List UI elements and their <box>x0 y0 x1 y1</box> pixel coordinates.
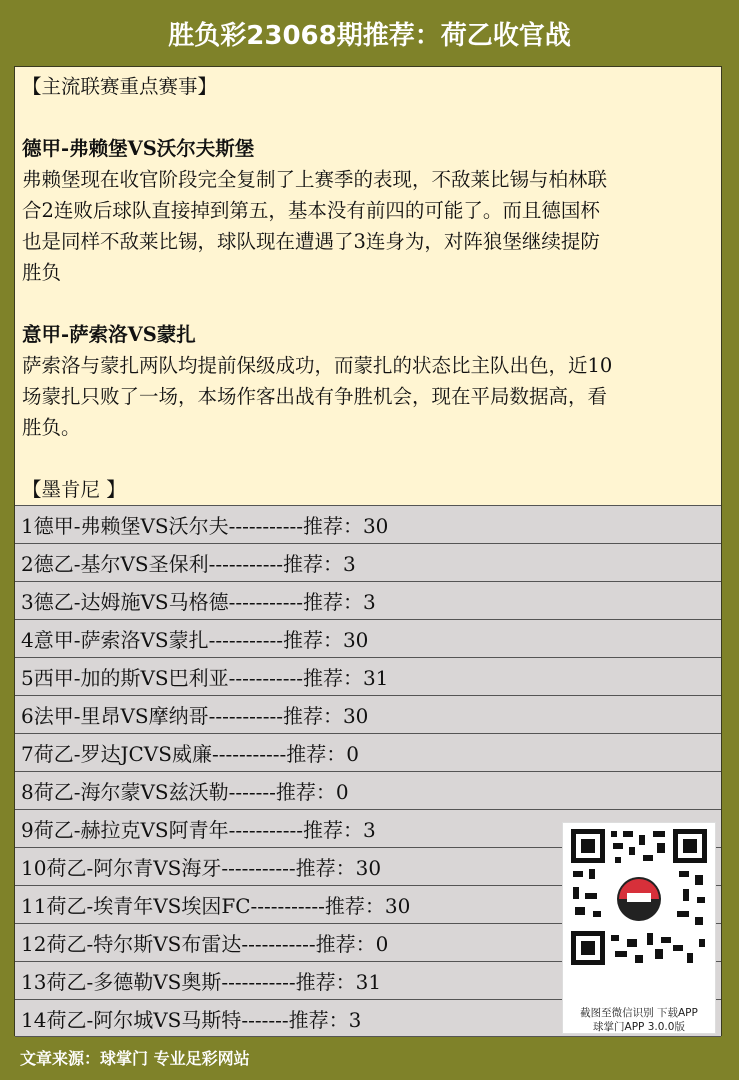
pick-row: 4意甲-萨索洛VS蒙扎-----------推荐：30 <box>15 619 721 657</box>
section-heading: 【主流联赛重点赛事】 <box>22 75 218 98</box>
pick-row: 11荷乙-埃青年VS埃因FC-----------推荐：30 <box>15 885 721 923</box>
pick-row: 14荷乙-阿尔城VS马斯特-------推荐：3 <box>15 999 721 1037</box>
pick-row: 6法甲-里昂VS摩纳哥-----------推荐：30 <box>15 695 721 733</box>
article-line: 胜负。 <box>22 416 81 439</box>
pick-row: 13荷乙-多德勒VS奥斯-----------推荐：31 <box>15 961 721 999</box>
pick-row: 10荷乙-阿尔青VS海牙-----------推荐：30 <box>15 847 721 885</box>
pick-row: 5西甲-加的斯VS巴利亚-----------推荐：31 <box>15 657 721 695</box>
article-line: 萨索洛与蒙扎两队均提前保级成功，而蒙扎的状态比主队出色，近10 <box>22 354 613 377</box>
pick-row: 3德乙-达姆施VS马格德-----------推荐：3 <box>15 581 721 619</box>
qr-caption: 截图至微信识别 下载APP <box>580 1007 698 1019</box>
source-footer: 文章来源：球掌门 专业足彩网站 <box>20 1049 250 1068</box>
qr-app-version: 球掌门APP 3.0.0版 <box>593 1021 685 1033</box>
qr-code-icon <box>569 827 709 967</box>
pick-row: 7荷乙-罗达JCVS威廉-----------推荐：0 <box>15 733 721 771</box>
article <box>15 67 721 505</box>
match-heading: 德甲-弗赖堡VS沃尔夫斯堡 <box>22 137 255 160</box>
expert-heading: 【墨肯尼 】 <box>22 478 126 501</box>
pick-row: 2德乙-基尔VS圣保利-----------推荐：3 <box>15 543 721 581</box>
article-line: 弗赖堡现在收官阶段完全复制了上赛季的表现，不敌莱比锡与柏林联 <box>22 168 608 191</box>
qr-code-card[interactable] <box>562 822 716 1034</box>
page-title: 胜负彩23068期推荐：荷乙收官战 <box>168 20 571 51</box>
article-line: 场蒙扎只败了一场，本场作客出战有争胜机会，现在平局数据高，看 <box>22 385 608 408</box>
article-line: 合2连败后球队直接掉到第五，基本没有前四的可能了。而且德国杯 <box>22 199 600 222</box>
pick-row: 8荷乙-海尔蒙VS兹沃勒-------推荐：0 <box>15 771 721 809</box>
article-line: 胜负 <box>22 261 62 284</box>
match-heading: 意甲-萨索洛VS蒙扎 <box>22 323 196 346</box>
pick-row: 1德甲-弗赖堡VS沃尔夫-----------推荐：30 <box>15 505 721 543</box>
pick-row: 9荷乙-赫拉克VS阿青年-----------推荐：3 <box>15 809 721 847</box>
article-line: 也是同样不敌莱比锡，球队现在遭遇了3连身为，对阵狼堡继续提防 <box>22 230 600 253</box>
pick-row: 12荷乙-特尔斯VS布雷达-----------推荐：0 <box>15 923 721 961</box>
